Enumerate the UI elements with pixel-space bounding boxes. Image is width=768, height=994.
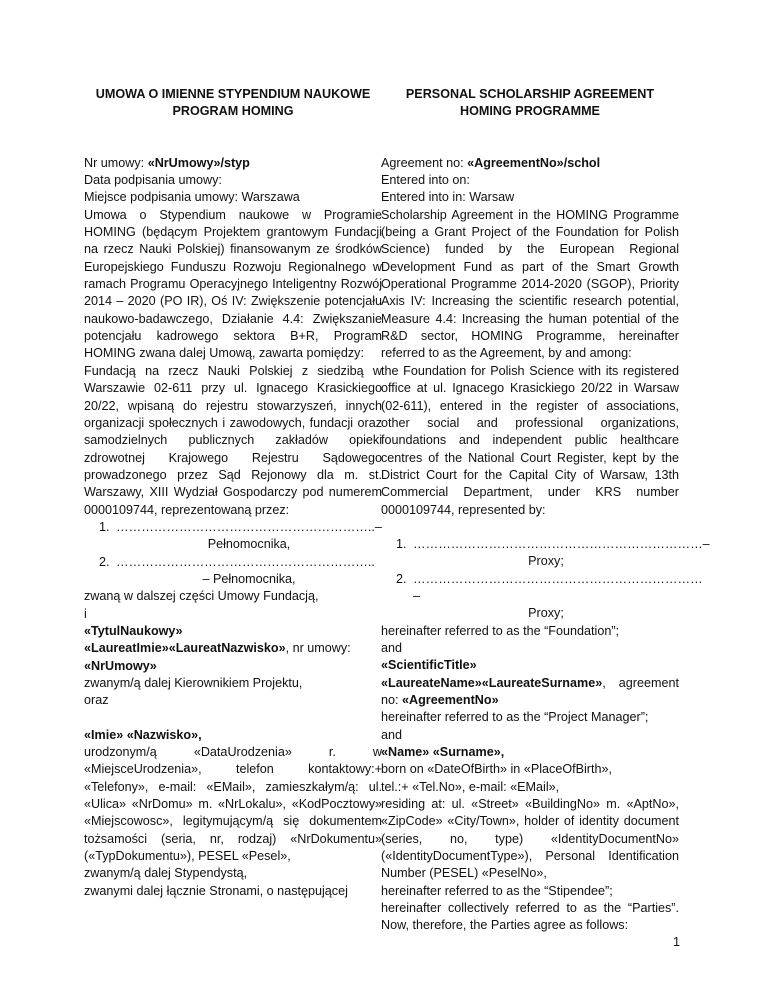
representatives-list xyxy=(84,519,382,588)
stipendee-contact: tel.:+ «Tel.No», e-mail: «EMail», xyxy=(381,779,560,794)
entered-in: Entered into in: Warsaw xyxy=(381,190,515,205)
signing-date: Data podpisania umowy: xyxy=(84,173,222,188)
intro-paragraph: Scholarship Agreement in the HOMING Programme (being a Grant Project of the Foundation for Polish Science) funded by the European Regional Development Fund as part of the Smart Growth Operational Programme 2014-2020 (SGOP), Priority Axis IV: Increasing the scientific research potential, Measure 4.4: Increasing the human potential of the R&D sector, HOMING Programme, hereinafter referred to as the Agreement, by and among: xyxy=(381,207,679,361)
conjunction: and xyxy=(381,640,403,655)
scientific-title: «ScientificTitle» xyxy=(381,658,477,673)
foundation-reference: zwaną w dalszej części Umowy Fundacją, xyxy=(84,589,319,604)
stipendee-name: «Name» «Surname», xyxy=(381,745,505,760)
signing-place: Miejsce podpisania umowy: Warszawa xyxy=(84,190,300,205)
agreement-number: Nr umowy: «NrUmowy»/styp xyxy=(84,155,250,170)
stipendee-reference: hereinafter referred to as the “Stipendee”; xyxy=(381,883,613,898)
stipendee-details: residing at: ul. «Street» «BuildingNo» m. «AptNo», «ZipCode» «City/Town», holder of identity document (series, no, type) «IdentityDocumentNo» («IdentityDocumentType»), Personal Identification Number (PESEL) «PeselNo», xyxy=(381,797,679,881)
representative-2: 2. …………………………………………………….. – Pełnomocnika, xyxy=(99,554,375,586)
intro-paragraph: Umowa o Stypendium naukowe w Programie HOMING (będącym Projektem grantowym Fundacji na rzecz Nauki Polskiej) finansowanym ze środków Europejskiego Funduszu Rozwoju Regionalnego w ramach Programu Operacyjnego Inteligentny Rozwój 2014 – 2020 (PO IR), Oś IV: Zwiększenie potencjału naukowo-badawczego, Działanie 4.4: Zwiększanie potencjału kadrowego sektora B+R, Program HOMING zwana dalej Umową, zawarta pomiędzy: xyxy=(84,207,382,361)
laureate-line: «LaureatImie»«LaureatNazwisko», nr umowy: xyxy=(84,641,351,656)
page-number: 1 xyxy=(672,935,680,949)
english-column xyxy=(381,86,710,935)
foundation-paragraph: the Foundation for Polish Science with its registered office at ul. Ignacego Krasickiego 20/22 in Warsaw (02-611), entered in the register of associations, other social and professional organizations, foundations and independent public healthcare centres of the National Court Register, kept by the District Court for the Capital City of Warsaw, 13th Commercial Department, under KRS number 0000109744, represented by: xyxy=(381,363,679,517)
representative-1: 1. ……………………………………………………..– Pełnomocnika, xyxy=(99,519,382,552)
english-title: PERSONAL SCHOLARSHIP AGREEMENT HOMING PROGRAMME xyxy=(405,87,655,119)
stipendee-birth: born on «DateOfBirth» in «PlaceOfBirth», xyxy=(381,762,613,777)
representatives-list xyxy=(381,536,710,623)
conjunction: i xyxy=(84,606,87,621)
entered-on: Entered into on: xyxy=(381,173,470,188)
laureate-line: «LaureateName»«LaureateSurname», agreement no: «AgreementNo» xyxy=(381,675,679,707)
parties-reference: hereinafter collectively referred to as the “Parties”. Now, therefore, the Parties agree as follows: xyxy=(381,901,679,933)
conjunction: oraz xyxy=(84,693,109,708)
agreement-number: Agreement no: «AgreementNo»/schol xyxy=(381,155,601,170)
agreement-reference: «NrUmowy» xyxy=(84,658,157,673)
conjunction: and xyxy=(381,727,403,742)
scientific-title: «TytulNaukowy» xyxy=(84,623,183,638)
parties-reference: zwanymi dalej łącznie Stronami, o następującej xyxy=(84,883,348,898)
stipendee-details: urodzonym/ą «DataUrodzenia» r. w «MiejsceUrodzenia», telefon kontaktowy:+ «Telefony», e-mail: «EMail», zamieszkałym/ą: ul. «Ulica» «NrDomu» m. «NrLokalu», «KodPocztowy» «Miejscowosc», legitymującym/ą się dokumentem tożsamości (seria, nr, rodzaj) «NrDokumentu» («TypDokumentu»), PESEL «Pesel», xyxy=(84,745,382,864)
foundation-paragraph: Fundacją na rzecz Nauki Polskiej z siedzibą w Warszawie 02-611 przy ul. Ignacego Krasickiego 20/22, wpisaną do rejestru stowarzyszeń, innych organizacji społecznych i zawodowych, fundacji oraz samodzielnych publicznych zakładów opieki zdrowotnej Krajowego Rejestru Sądowego prowadzonego przez Sąd Rejonowy dla m. st. Warszawy, XIII Wydział Gospodarczy pod numerem 0000109744, reprezentowaną przez: xyxy=(84,363,382,517)
representative-2: 2. …………………………………………………………… – Proxy; xyxy=(396,571,703,621)
project-manager-reference: hereinafter referred to as the “Project Manager”; xyxy=(381,710,649,725)
polish-title: UMOWA O IMIENNE STYPENDIUM NAUKOWE PROGRAM HOMING xyxy=(95,87,371,119)
polish-column xyxy=(84,86,382,900)
stipendee-reference: zwanym/ą dalej Stypendystą, xyxy=(84,866,248,881)
foundation-reference: hereinafter referred to as the “Foundation”; xyxy=(381,623,620,638)
project-manager-reference: zwanym/ą dalej Kierownikiem Projektu, xyxy=(84,676,303,690)
stipendee-name: «Imie» «Nazwisko», xyxy=(84,727,202,742)
representative-1: 1. ……………………………………………………………– Proxy; xyxy=(396,536,710,569)
